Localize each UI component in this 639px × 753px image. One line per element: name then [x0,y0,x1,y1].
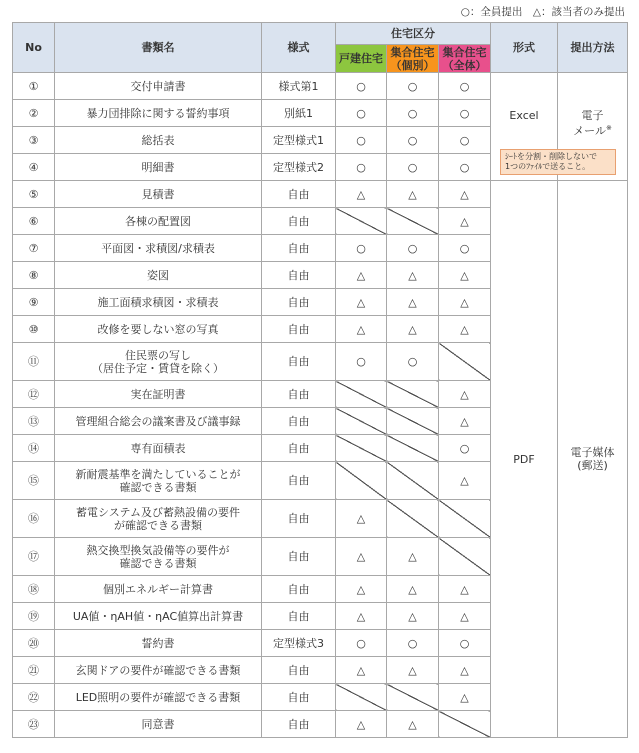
header-format: 形式 [491,23,558,73]
document-name [55,235,262,262]
form-style: 自由 [262,289,336,316]
document-name [55,630,262,657]
requirement-mark: △ [336,576,387,603]
requirement-mark: ○ [439,154,491,181]
method-email-line2 [558,122,627,138]
requirement-mark: △ [439,208,491,235]
requirement-mark: △ [336,289,387,316]
requirement-mark: ○ [387,343,439,381]
document-name [55,576,262,603]
form-style: 自由 [262,603,336,630]
header-apartment-individual [387,45,439,73]
requirement-mark: △ [387,538,439,576]
requirement-mark: ○ [387,630,439,657]
form-style: 自由 [262,408,336,435]
row-number: ⑩ [13,316,55,343]
row-number: ㉑ [13,657,55,684]
requirement-mark: △ [439,381,491,408]
not-applicable-cell [387,500,439,538]
row-number: ㉓ [13,711,55,738]
requirement-mark: △ [439,181,491,208]
document-name [55,154,262,181]
header-detached-label: 戸建住宅 [339,52,383,65]
document-name [55,262,262,289]
row-number: ① [13,73,55,100]
form-style: 自由 [262,657,336,684]
row-number: ⑪ [13,343,55,381]
not-applicable-cell [336,684,387,711]
requirement-mark: △ [387,262,439,289]
requirement-mark: △ [387,603,439,630]
not-applicable-cell [336,381,387,408]
requirement-mark: ○ [336,154,387,181]
requirement-mark: △ [439,408,491,435]
row-number: ② [13,100,55,127]
document-name-line: 見積書 [141,187,175,201]
not-applicable-cell [387,462,439,500]
document-name [55,462,262,500]
format-excel: Excel [491,73,558,181]
requirement-mark: ○ [439,73,491,100]
document-name [55,100,262,127]
row-number: ⑭ [13,435,55,462]
not-applicable-cell [336,208,387,235]
form-style: 自由 [262,538,336,576]
document-name [55,316,262,343]
requirement-mark: ○ [439,235,491,262]
document-name-line: 改修を要しない窓の写真 [97,322,219,336]
requirement-mark: △ [336,500,387,538]
note-box [500,149,616,175]
format-pdf: PDF [491,181,558,738]
document-name-line: 暴力団排除に関する誓約事項 [86,106,230,120]
header-apartment-whole [439,45,491,73]
row-number: ③ [13,127,55,154]
document-name-line: 管理組合総会の議案書及び議事録 [75,414,241,428]
note-line1: ｼｰﾄを分割・削除しないで [505,152,597,161]
requirement-mark: ○ [439,630,491,657]
form-style: 別紙1 [262,100,336,127]
document-name-line: 専有面積表 [130,441,186,455]
row-number: ⑱ [13,576,55,603]
document-name-line: 総括表 [141,133,175,147]
requirement-mark: ○ [387,100,439,127]
requirement-mark: ○ [387,127,439,154]
header-apartment-whole-sub: （全体） [442,58,487,72]
not-applicable-cell [387,208,439,235]
requirement-mark: △ [336,711,387,738]
document-name [55,343,262,381]
header-category: 住宅区分 [336,23,491,45]
requirement-mark: ○ [336,73,387,100]
requirement-mark: ○ [336,127,387,154]
requirement-mark: ○ [387,154,439,181]
row-number: ⑰ [13,538,55,576]
document-name-line: 交付申請書 [130,79,186,93]
document-name [55,657,262,684]
method-email-label: メール [573,124,606,138]
not-applicable-cell [336,462,387,500]
document-name [55,684,262,711]
form-style: 自由 [262,500,336,538]
requirement-mark: △ [387,711,439,738]
row-number: ④ [13,154,55,181]
document-name [55,181,262,208]
not-applicable-cell [387,381,439,408]
header-name: 書類名 [55,23,262,73]
requirement-mark: △ [439,289,491,316]
method-email-mark: ※ [605,124,612,132]
requirement-mark: △ [387,657,439,684]
row-number: ⑮ [13,462,55,500]
requirement-mark: △ [439,462,491,500]
document-name [55,127,262,154]
document-name-line: UA値・ηAH値・ηAC値算出計算書 [72,609,244,623]
document-name-line: 熱交換型換気設備等の要件が [86,543,230,557]
requirement-mark: △ [439,603,491,630]
not-applicable-cell [439,538,491,576]
requirement-mark: ○ [336,100,387,127]
form-style: 自由 [262,181,336,208]
document-name-line: 施工面積求積図・求積表 [97,295,219,309]
document-name-line: 新耐震基準を満たしていることが [75,467,241,481]
form-style: 自由 [262,208,336,235]
header-detached [336,45,387,73]
requirement-mark: △ [439,262,491,289]
row-number: ⑳ [13,630,55,657]
document-name [55,603,262,630]
document-name [55,538,262,576]
header-apartment-individual-sub: （個別） [390,58,435,72]
form-style: 定型様式3 [262,630,336,657]
document-name-line: が確認できる書類 [114,518,202,532]
method-media-line2: (郵送) [577,459,608,472]
requirement-mark: △ [387,181,439,208]
not-applicable-cell [336,435,387,462]
requirement-mark: ○ [336,343,387,381]
document-name-line: LED照明の要件が確認できる書類 [75,690,241,704]
not-applicable-cell [439,711,491,738]
not-applicable-cell [387,435,439,462]
requirement-mark: ○ [336,235,387,262]
requirement-mark: △ [439,316,491,343]
requirement-mark: △ [387,576,439,603]
document-name-line: 蓄電システム及び蓄熱設備の要件 [76,505,240,519]
document-name-line: 個別エネルギー計算書 [103,582,213,596]
form-style: 自由 [262,684,336,711]
form-style: 自由 [262,711,336,738]
requirement-mark: △ [439,657,491,684]
document-name-line: 実在証明書 [130,387,186,401]
requirement-mark: ○ [439,127,491,154]
not-applicable-cell [439,500,491,538]
method-media-line1: 電子媒体 [570,446,615,459]
document-name-line: 同意書 [141,717,175,731]
requirement-mark: △ [387,289,439,316]
requirement-mark: ○ [439,435,491,462]
form-style: 自由 [262,316,336,343]
requirement-mark: ○ [336,630,387,657]
requirement-mark: △ [439,684,491,711]
row-number: ⑥ [13,208,55,235]
header-method: 提出方法 [558,23,628,73]
form-style: 自由 [262,381,336,408]
requirement-mark: △ [336,262,387,289]
not-applicable-cell [336,408,387,435]
row-number: ⑫ [13,381,55,408]
header-apartment-individual-label: 集合住宅 [390,45,435,59]
row-number: ⑨ [13,289,55,316]
document-name [55,208,262,235]
document-name-line: 各棟の配置図 [125,214,191,228]
requirement-mark: △ [336,181,387,208]
document-name [55,435,262,462]
requirement-mark: △ [336,538,387,576]
document-name [55,289,262,316]
row-number: ⑬ [13,408,55,435]
requirement-mark: ○ [387,73,439,100]
form-style: 自由 [262,262,336,289]
form-style: 自由 [262,343,336,381]
requirement-mark: △ [439,576,491,603]
document-name [55,408,262,435]
form-style: 定型様式1 [262,127,336,154]
table-row [13,181,628,208]
header-no: No [13,23,55,73]
document-name-line: （居住予定・賃貸を除く） [92,361,224,375]
method-email-line1: 電子 [581,109,604,122]
submission-table [12,22,628,738]
requirement-mark: ○ [387,235,439,262]
form-style: 自由 [262,462,336,500]
table-row [13,73,628,100]
document-name [55,381,262,408]
document-name-line: 誓約書 [141,636,175,650]
document-name-line: 平面図・求積図/求積表 [101,241,215,255]
method-media [558,181,628,738]
not-applicable-cell [439,343,491,381]
document-name [55,711,262,738]
document-name-line: 住民票の写し [125,348,191,362]
form-style: 様式第1 [262,73,336,100]
header-style: 様式 [262,23,336,73]
requirement-mark: △ [387,316,439,343]
document-name-line: 玄関ドアの要件が確認できる書類 [75,663,241,677]
form-style: 自由 [262,235,336,262]
note-line2: 1つのﾌｧｲﾙで送ること。 [505,162,591,171]
requirement-mark: ○ [439,100,491,127]
requirement-mark: △ [336,316,387,343]
document-name [55,73,262,100]
row-number: ⑯ [13,500,55,538]
row-number: ⑤ [13,181,55,208]
legend: ○：全員提出 △：該当者のみ提出 [460,6,625,18]
header-apartment-whole-label: 集合住宅 [442,45,487,59]
form-style: 定型様式2 [262,154,336,181]
document-name-line: 明細書 [141,160,175,174]
row-number: ⑧ [13,262,55,289]
requirement-mark: △ [336,603,387,630]
requirement-mark: △ [336,657,387,684]
form-style: 自由 [262,435,336,462]
not-applicable-cell [387,684,439,711]
form-style: 自由 [262,576,336,603]
document-name-line: 姿図 [147,268,169,282]
row-number: ⑲ [13,603,55,630]
row-number: ⑦ [13,235,55,262]
document-name-line: 確認できる書類 [119,556,197,570]
not-applicable-cell [387,408,439,435]
row-number: ㉒ [13,684,55,711]
document-name-line: 確認できる書類 [119,480,197,494]
document-name [55,500,262,538]
